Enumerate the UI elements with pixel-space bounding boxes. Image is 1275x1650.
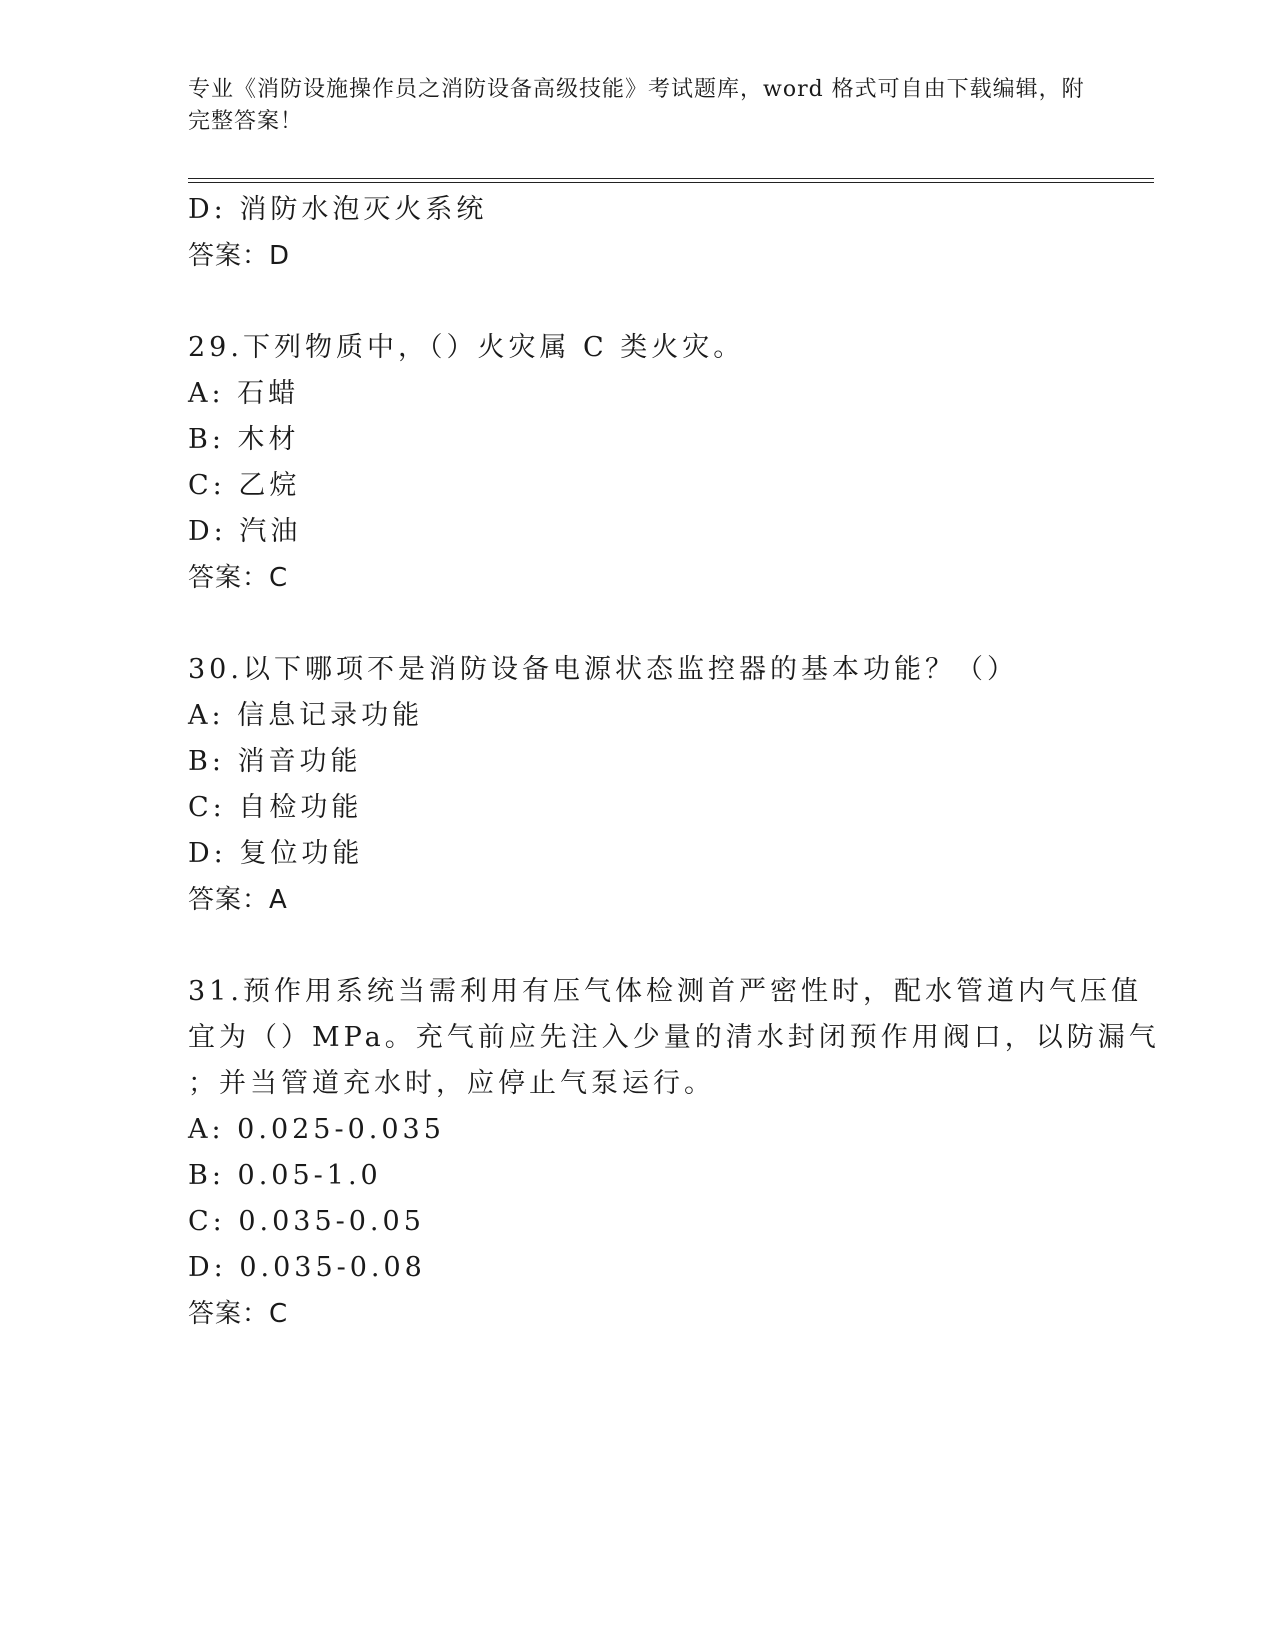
option-b: B: 0.05-1.0 [188,1160,382,1191]
option-d: D: 0.035-0.08 [188,1252,426,1283]
answer: 答案：A [188,885,288,915]
answer: 答案：D [188,241,291,271]
question-text-line-2: 宜为（）MPa。充气前应先注入少量的清水封闭预作用阀口，以防漏气 [188,1022,1160,1053]
option-c: C: 自检功能 [188,792,363,823]
option-d: D: 复位功能 [188,838,364,869]
question-block-30 [188,647,1088,923]
question-block-28 [188,187,1088,279]
question-text-line-3: ；并当管道充水时，应停止气泵运行。 [188,1068,715,1099]
header-divider-bottom [188,182,1154,183]
document-header: 专业《消防设施操作员之消防设备高级技能》考试题库，word 格式可自由下载编辑，附完整答案！ [188,77,1085,134]
option-c: C: 乙烷 [188,470,301,501]
option-d: D: 消防水泡灭火系统 [188,194,488,225]
question-text: 29.下列物质中，（）火灾属 C 类火灾。 [188,332,745,363]
question-list [188,187,1160,1337]
question-text-line-1: 31.预作用系统当需利用有压气体检测首严密性时，配水管道内气压值 [188,976,1142,1007]
answer: 答案：C [188,1299,289,1329]
header-divider-top [188,178,1154,179]
question-block-29 [188,325,1088,601]
option-b: B: 木材 [188,424,300,455]
option-c: C: 0.035-0.05 [188,1206,425,1237]
question-block-31 [188,969,1160,1337]
option-a: A: 石蜡 [188,378,300,409]
option-d: D: 汽油 [188,516,302,547]
option-a: A: 信息记录功能 [188,700,424,731]
answer: 答案：C [188,563,289,593]
question-text: 30.以下哪项不是消防设备电源状态监控器的基本功能？（） [188,654,1018,685]
option-b: B: 消音功能 [188,746,362,777]
option-a: A: 0.025-0.035 [188,1114,445,1145]
